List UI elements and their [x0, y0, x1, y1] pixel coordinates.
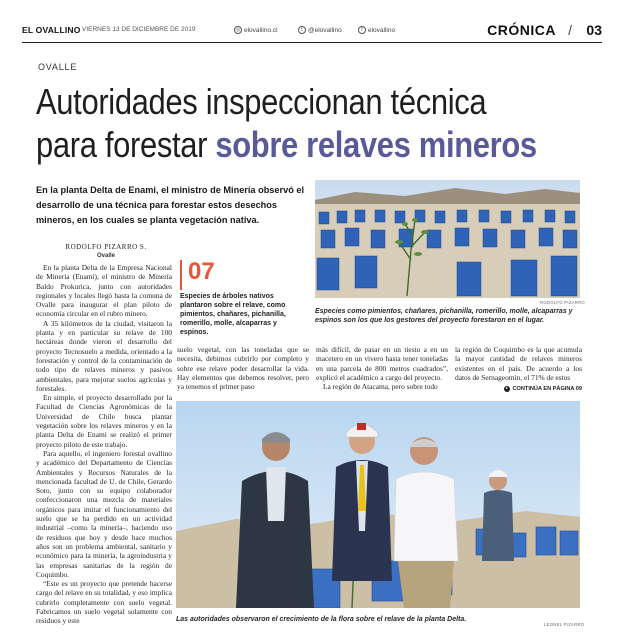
photo-credit-top: RODOLFO PIZARRO — [540, 300, 585, 305]
headline-line-2 — [36, 126, 537, 164]
factbox-text: Especies de árboles nativos plantaron sobre el relave, como pimientos, chañares, pichanilla, romerillo, molle, alcaparras y espinos. — [180, 293, 286, 336]
facebook-label: elovallino — [368, 26, 396, 34]
factbox-accent-bar — [180, 260, 182, 290]
newspaper-name: EL OVALLINO — [22, 25, 81, 35]
plantation-illustration — [315, 180, 580, 298]
paragraph: la región de Coquimbo es la que acumula la mayor cantidad de relaves mineros existentes en el país. De acuerdo a los datos de Sernageomin, el 71% de estos — [455, 345, 582, 382]
body-column-4 — [455, 345, 582, 394]
page-header — [22, 22, 602, 40]
byline — [36, 243, 176, 259]
kicker: OVALLE — [38, 62, 78, 72]
headline-plain: para forestar — [36, 124, 208, 165]
headline-line-1: Autoridades inspeccionan técnica — [36, 81, 487, 122]
photo-caption-bottom: Las autoridades observaron el crecimiento de la flora sobre el relave de la planta Delta. — [176, 616, 467, 623]
body-column-3 — [316, 345, 448, 391]
paragraph: En simple, el proyecto desarrollado por la Facultad de Ciencias Agronómicas de la Universidad de Chile busca plantar vegetación sobre los relaves mineros y en la planta Delta de Enami se realizó el primer proyecto piloto de este trabajo. — [36, 393, 172, 449]
header-rule — [22, 42, 602, 43]
paragraph: “Este es un proyecto que pretende hacerse cargo del relave en su totalidad, y eso implica cubrirlo completamente con suelo vegetal. Fabricamos un suelo vegetal solamente con residuos y este — [36, 579, 172, 626]
arrow-right-icon — [504, 386, 510, 392]
paragraph: A 35 kilómetros de la ciudad, visitaron la planta y en particular su relave de 100 hectáreas donde vieron el desarrollo del proyecto Tecnosuelo a medida, orientado a la forestación y control de la contaminación de todo tipo de relaves mineros y pasivos ambientales, para mejorar suelos agrícolas y forestales. — [36, 318, 172, 393]
globe-icon: ◎ — [235, 27, 241, 33]
issue-date: VIERNES 13 DE DICIEMBRE DE 2019 — [82, 26, 196, 33]
body-column-1 — [36, 263, 172, 626]
web-link[interactable] — [234, 26, 278, 34]
authorities-illustration — [176, 401, 580, 608]
body-column-2 — [177, 345, 309, 391]
paragraph: La región de Atacama, pero sobre todo — [323, 382, 438, 392]
paragraph: más difícil, de pasar en un tiesto a en un macetero en un vivero hasta tener toneladas en una parcela de 800 metros cuadrados”, explicó el académico a cargo del proyecto. — [316, 345, 448, 382]
facebook-icon: f — [358, 26, 366, 34]
photo-plantation — [315, 180, 580, 298]
section-separator: / — [568, 22, 572, 38]
facebook-link[interactable] — [358, 26, 395, 34]
paragraph: suelo vegetal, con las toneladas que se necesita, debimos cubrirlo por completo y sobre ese relave poder desarrollar la vida. Hay elementos que debemos resolver, pero ya tenemos el primer paso — [177, 345, 309, 392]
section-name: CRÓNICA — [487, 22, 556, 38]
photo-credit-bottom: LEONEL PIZARRO — [544, 622, 585, 627]
twitter-link[interactable] — [298, 26, 342, 34]
byline-outlet: Ovalle — [96, 253, 115, 259]
paragraph: Para aquello, el ingeniero forestal ovallino y académico del Departamento de Ciencias Ambientales y Recursos Naturales de la mencionada facultad de U. de Chile, Gerardo Soto, junto con su equipo colaborador confeccionaron una mezcla de materiales orgánicos para imitar el funcionamiento del suelo que se ha perdido en un actividad industrial –como la minería–, haciendo uso de residuos que hoy y desde hace muchos años son un problema ambiental, sanitario y económico para la minería, la agroindustria y las empresas sanitarias de la región de Coquimbo. — [36, 448, 172, 579]
byline-author: RODOLFO PIZARRO S. — [65, 243, 147, 251]
lede: En la planta Delta de Enami, el ministro de Minería observó el desarrollo de una técnica para forestar estos desechos mineros, en los cuales se planta vegetación nativa. — [36, 185, 305, 225]
headline-highlight: sobre relaves mineros — [215, 124, 537, 165]
twitter-icon: t — [298, 26, 306, 34]
photo-caption-top: Especies como pimientos, chañares, pichanilla, romerillo, molle, alcaparras y espinos son los que los gestores del proyecto forestaron en el lugar. — [315, 308, 573, 324]
continues-label: CONTINÚA EN PÁGINA 09 — [512, 386, 582, 393]
factbox-number: 07 — [188, 258, 215, 285]
photo-authorities — [176, 401, 580, 608]
page-number: 03 — [586, 22, 602, 38]
twitter-label: @elovallino — [308, 26, 342, 34]
web-label: elovallino.cl — [244, 26, 278, 34]
continues-link[interactable] — [455, 385, 582, 394]
paragraph: En la planta Delta de la Empresa Nacional de Minería (Enami), el ministro de Minería Baldo Prokurica, junto con autoridades regionales y locales llegó hasta la comuna de Ovalle para inaugurar el plan piloto de economía circular en el rubro minero. — [36, 263, 172, 319]
factbox — [180, 258, 304, 337]
